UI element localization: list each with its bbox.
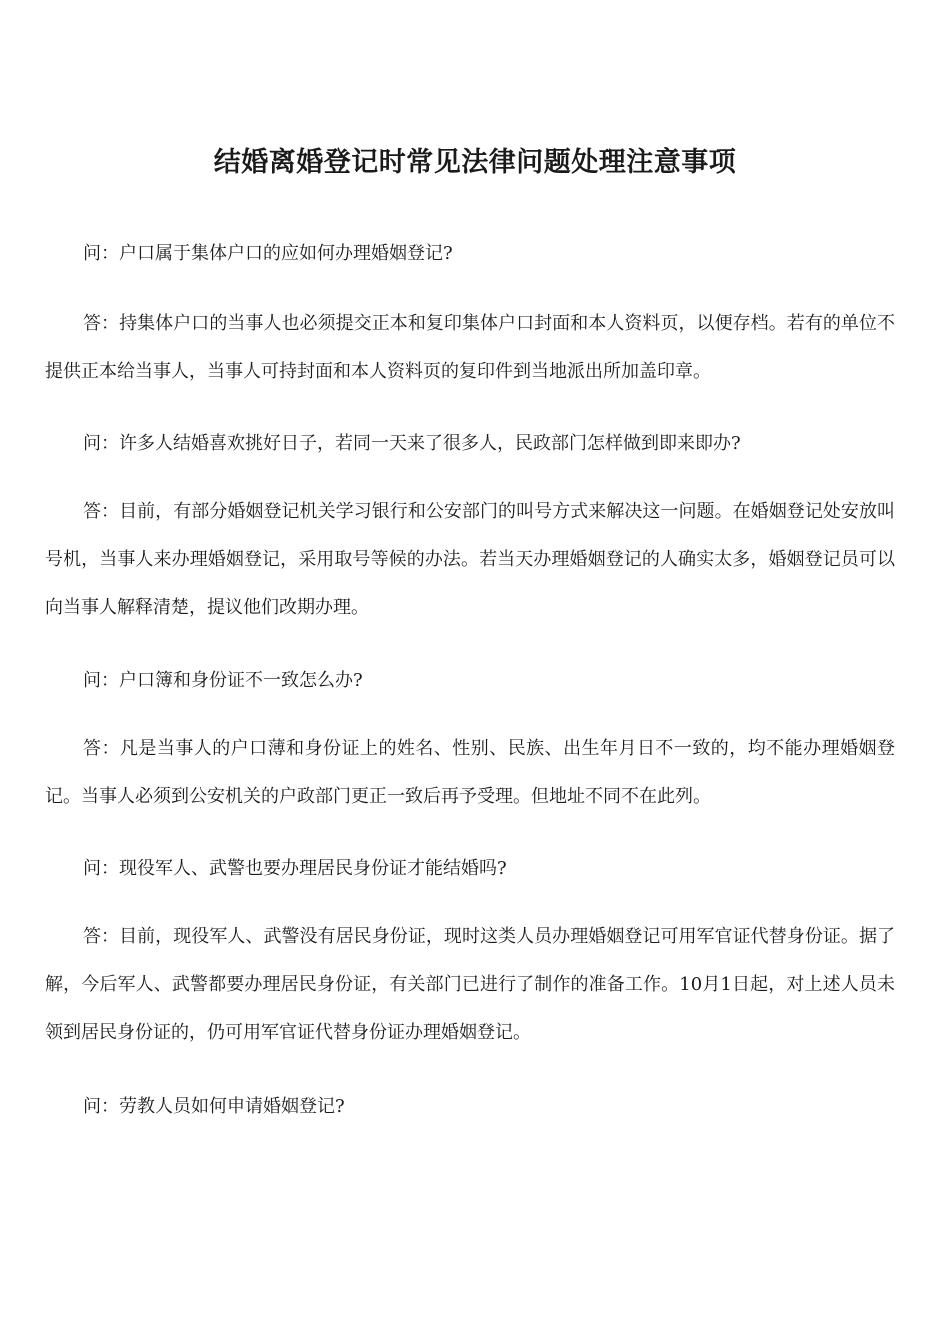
question-paragraph: 问：许多人结婚喜欢挑好日子，若同一天来了很多人，民政部门怎样做到即来即办? (83, 433, 741, 454)
question-paragraph: 问：现役军人、武警也要办理居民身份证才能结婚吗? (83, 858, 507, 879)
document-title: 结婚离婚登记时常见法律问题处理注意事项 (213, 147, 737, 178)
answer-paragraph: 答：凡是当事人的户口薄和身份证上的姓名、性别、民族、出生年月日不一致的，均不能办理婚姻登记。当事人必须到公安机关的户政部门更正一致后再予受理。但地址不同不在此列。 (45, 738, 895, 807)
question-paragraph: 问：户口簿和身份证不一致怎么办? (83, 670, 363, 691)
question-paragraph: 问：劳教人员如何申请婚姻登记? (83, 1096, 345, 1117)
answer-paragraph: 答：目前，有部分婚姻登记机关学习银行和公安部门的叫号方式来解决这一问题。在婚姻登记处安放叫号机，当事人来办理婚姻登记，采用取号等候的办法。若当天办理婚姻登记的人确实太多，婚姻登记员可以向当事人解释清楚，提议他们改期办理。 (45, 501, 895, 618)
question-paragraph: 问：户口属于集体户口的应如何办理婚姻登记? (83, 243, 453, 264)
answer-paragraph: 答：目前，现役军人、武警没有居民身份证，现时这类人员办理婚姻登记可用军官证代替身份证。据了解，今后军人、武警都要办理居民身份证，有关部门已进行了制作的准备工作。10月1日起，对上述人员未领到居民身份证的，仍可用军官证代替身份证办理婚姻登记。 (45, 926, 895, 1043)
answer-paragraph: 答：持集体户口的当事人也必须提交正本和复印集体户口封面和本人资料页，以便存档。若有的单位不提供正本给当事人，当事人可持封面和本人资料页的复印件到当地派出所加盖印章。 (45, 313, 895, 382)
